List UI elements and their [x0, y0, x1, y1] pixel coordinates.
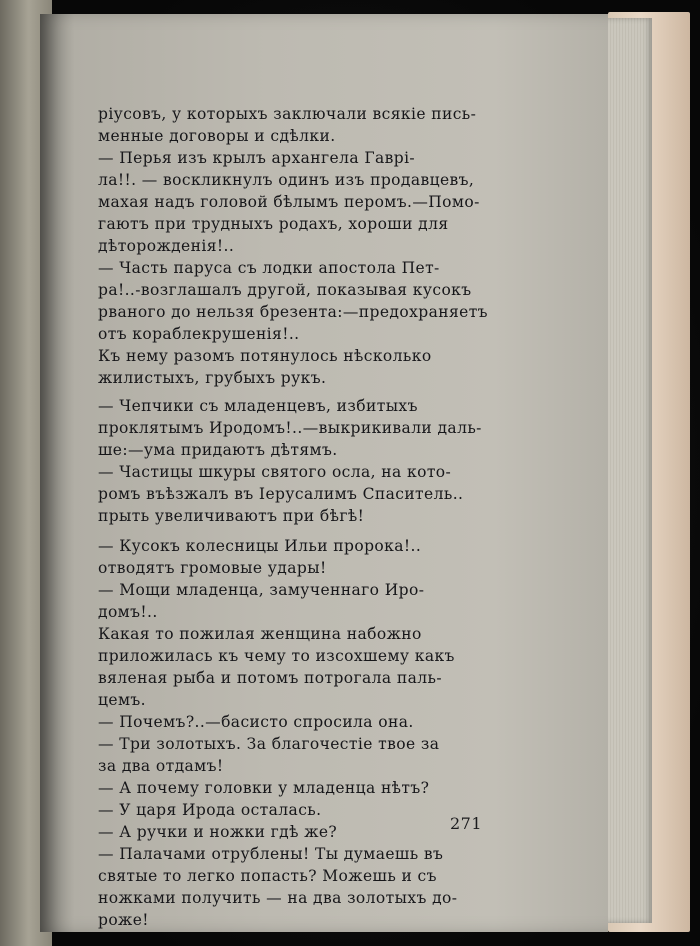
text-line: — Частицы шкуры святого осла, на кото-: [98, 463, 452, 481]
text-line: вяленая рыба и потомъ потрогала паль-: [98, 669, 442, 687]
text-line: святые то легко попасть? Можешь и съ: [98, 867, 437, 885]
text-line: рваного до нельзя брезента:—предохраняетъ: [98, 303, 488, 321]
text-line: — У царя Ирода осталась.: [98, 801, 322, 819]
text-line: ромъ въѣзжалъ въ Іерусалимъ Спаситель..: [98, 485, 464, 503]
text-line: гаютъ при трудныхъ родахъ, хороши для: [98, 215, 449, 233]
text-line: менные договоры и сдѣлки.: [98, 127, 336, 145]
text-line: — Часть паруса съ лодки апостола Пет-: [98, 259, 440, 277]
text-line: ріусовъ, у которыхъ заключали всякіе пись-: [98, 105, 477, 123]
page-number: 271: [450, 814, 483, 833]
text-line: — Почемъ?..—басисто спросила она.: [98, 713, 414, 731]
text-line: отъ кораблекрушенія!..: [98, 325, 300, 343]
text-line: — Кусокъ колесницы Ильи пророка!..: [98, 537, 422, 555]
text-line: ножками получить — на два золотыхъ до-: [98, 889, 458, 907]
text-line: ла!!. — воскликнулъ одинъ изъ продавцевъ,: [98, 171, 475, 189]
text-line: приложилась къ чему то изсохшему какъ: [98, 647, 455, 665]
text-line: — Палачами отрублены! Ты думаешь въ: [98, 845, 444, 863]
text-line: прыть увеличиваютъ при бѣгѣ!: [98, 507, 365, 525]
text-line: жилистыхъ, грубыхъ рукъ.: [98, 369, 327, 387]
text-line: — Перья изъ крылъ архангела Гаврі-: [98, 149, 416, 167]
text-line: ше:—ума придаютъ дѣтямъ.: [98, 441, 338, 459]
text-line: за два отдамъ!: [98, 757, 224, 775]
page-text: [98, 103, 488, 931]
text-line: — А почему головки у младенца нѣтъ?: [98, 779, 430, 797]
text-line: — А ручки и ножки гдѣ же?: [98, 823, 338, 841]
text-line: — Мощи младенца, замученнаго Иро-: [98, 581, 425, 599]
text-line: Какая то пожилая женщина набожно: [98, 625, 422, 643]
text-line: ра!..-возглашалъ другой, показывая кусокъ: [98, 281, 472, 299]
text-line: дѣторожденія!..: [98, 237, 235, 255]
text-line: Къ нему разомъ потянулось нѣсколько: [98, 347, 432, 365]
text-line: — Три золотыхъ. За благочестіе твое за: [98, 735, 440, 753]
text-line: отводятъ громовые удары!: [98, 559, 327, 577]
text-line: домъ!..: [98, 603, 158, 621]
text-line: махая надъ головой бѣлымъ перомъ.—Помо-: [98, 193, 480, 211]
text-line: цемъ.: [98, 691, 146, 709]
text-line: проклятымъ Иродомъ!..—выкрикивали даль-: [98, 419, 482, 437]
text-line: роже!: [98, 911, 149, 929]
text-line: — Чепчики съ младенцевъ, избитыхъ: [98, 397, 418, 415]
